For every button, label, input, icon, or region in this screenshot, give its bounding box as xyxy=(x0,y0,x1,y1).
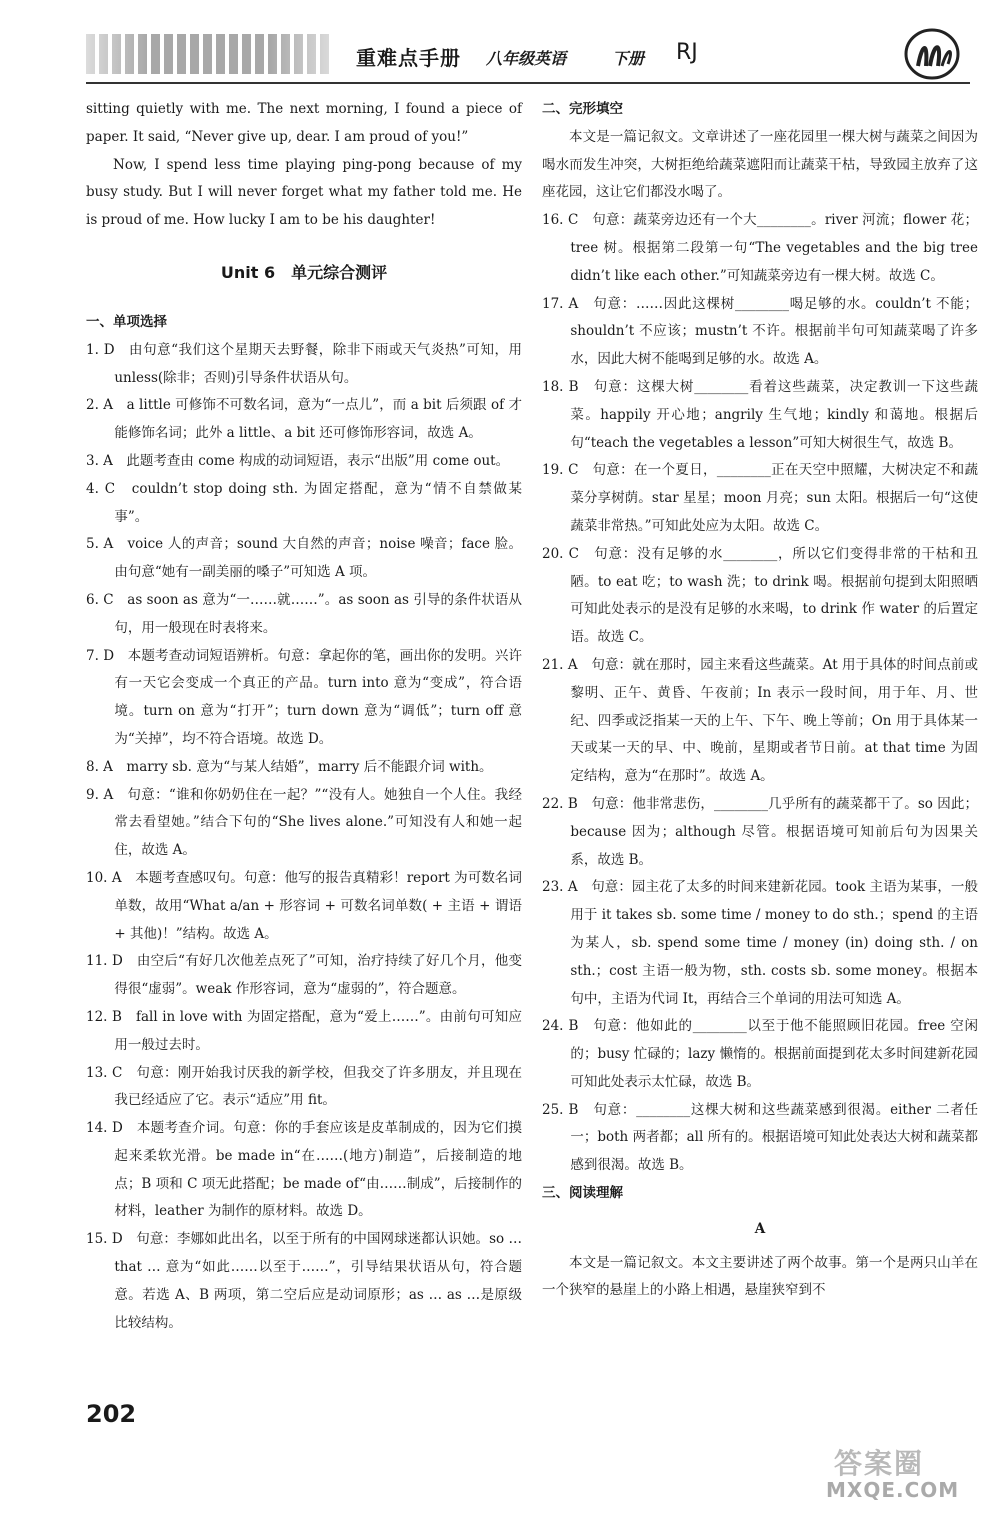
answer-item: 18. B 句意：这棵大树________看着这些蔬菜，决定教训一下这些蔬菜。happily 开心地；angrily 生气地；kindly 和蔼地。根据后句“teach the vegetables a lesson”可知大树很生气，故选 B。 xyxy=(542,378,978,451)
unit-title: Unit 6 单元综合测评 xyxy=(220,262,388,282)
answer-item: 7. D 本题考查动词短语辨析。句意：拿起你的笔，画出你的发明。兴许有一天它会变成一个真正的产品。turn into 意为“变成”，符合语境。turn on 意为“打开”；turn down 意为“调低”；turn off 意为“关掉”，均不符合语境。故选 D。 xyxy=(86,647,522,747)
answer-item: 22. B 句意：他非常悲伤，________几乎所有的蔬菜都干了。so 因此；because 因为；although 尽管。根据语境可知前后句为因果关系，故选 B。 xyxy=(542,795,978,868)
answer-item: 14. D 本题考查介词。句意：你的手套应该是皮革制成的，因为它们摸起来柔软光滑。be made in“在……(地方)制造”，后接制造的地点；B 项和 C 项无此搭配；be made of“由……制成”，后接制作的材料，leather 为制作的原材料。故选 D。 xyxy=(86,1120,522,1220)
answer-item: 11. D 由空后“有好几次他差点死了”可知，治疗持续了好几个月，他变得很“虚弱”。weak 作形容词，意为“虚弱的”，符合题意。 xyxy=(86,953,522,998)
site-watermark xyxy=(826,1440,976,1500)
answer-item: 8. A marry sb. 意为“与某人结婚”，marry 后不能跟介词 with。 xyxy=(86,758,493,775)
answer-item: 20. C 句意：没有足够的水________，所以它们变得非常的干枯和丑陋。to eat 吃；to wash 洗；to drink 喝。根据前句提到太阳照晒可知此处表示的是没有足够的水来喝，to drink 作 water 的后置定语。故选 C。 xyxy=(542,545,978,646)
answer-item: 16. C 句意：蔬菜旁边还有一个大________。river 河流；flower 花；tree 树。根据第二段第一句“The vegetables and the big tree didn’t like each other.”可知蔬菜旁边有一棵大树。故选 C。 xyxy=(542,212,978,284)
book-subtitle: 八年级英语 xyxy=(486,49,567,68)
answer-item: 6. C as soon as 意为“一……就……”。as soon as 引导的条件状语从句，用一般现在时表将来。 xyxy=(86,591,522,636)
answer-item: 19. C 句意：在一个夏日，________正在天空中照耀，大树决定不和蔬菜分享树荫。star 星星；moon 月亮；sun 太阳。根据后一句“这使蔬菜非常热。”可知此处应为太阳。故选 C。 xyxy=(542,462,978,534)
answer-item: 17. A 句意：……因此这棵树________喝足够的水。couldn’t 不能；shouldn’t 不应该；mustn’t 不许。根据前半句可知蔬菜喝了许多水，因此大树不能喝到足够的水。故选 A。 xyxy=(542,295,978,368)
header-pattern-decoration xyxy=(86,34,332,74)
answer-item: 5. A voice 人的声音；sound 大自然的声音；noise 噪音；face 脸。由句意“她有一副美丽的嗓子”可知选 A 项。 xyxy=(86,536,522,581)
watermark-logo-text: 答案圈 xyxy=(834,1447,925,1480)
answer-item: 10. A 本题考查感叹句。句意：他写的报告真精彩！report 为可数名词单数，故用“What a/an + 形容词 + 可数名词单数( + 主语 + 谓语 + 其他)！”结构。故选 A。 xyxy=(86,869,522,942)
answer-item: 15. D 句意：李娜如此出名，以至于所有的中国网球迷都认识她。so … that … 意为“如此……以至于……”，引导结果状语从句，符合题意。若选 A、B 两项，第二空后应是动词原形；as … as …是原级比较结构。 xyxy=(86,1231,522,1331)
answer-item: 1. D 由句意“我们这个星期天去野餐，除非下雨或天气炎热”可知，用 unless(除非；否则)引导条件状语从句。 xyxy=(86,341,522,386)
header-rule xyxy=(86,82,970,84)
section-heading-cloze: 二、完形填空 xyxy=(542,101,623,117)
book-title: 重难点手册 xyxy=(356,46,461,70)
cloze-intro: 本文是一篇记叙文。文章讲述了一座花园里一棵大树与蔬菜之间因为喝水而发生冲突，大树拒绝给蔬菜遮阳而让蔬菜干枯，导致园主放弃了这座花园，这让它们都没水喝了。 xyxy=(542,128,978,201)
answer-item: 2. A a little 可修饰不可数名词，意为“一点儿”，而 a bit 后须跟 of 才能修饰名词；此外 a little、a bit 还可修饰形容词，故选 A。 xyxy=(86,397,522,442)
watermark-url: MXQE.COM xyxy=(826,1478,960,1502)
right-column xyxy=(542,96,978,1305)
answer-item: 4. C couldn’t stop doing sth. 为固定搭配，意为“情不自禁做某事”。 xyxy=(86,480,522,525)
answer-item: 3. A 此题考查由 come 构成的动词短语，表示“出版”用 come out。 xyxy=(86,452,510,469)
book-edition: RJ xyxy=(676,40,698,65)
reading-part-label: A xyxy=(754,1220,766,1237)
answer-item: 12. B fall in love with 为固定搭配，意为“爱上……”。由前句可知应用一般过去时。 xyxy=(86,1008,522,1053)
left-column xyxy=(86,96,522,1337)
page-header xyxy=(0,0,1000,92)
answer-item: 23. A 句意：园主花了太多的时间来建新花园。took 主语为某事，一般用于 it takes sb. some time / money to do sth.；spend 的主语为某人，sb. spend some time / money (in) doing sth. / on sth.；cost 主语一般为物，sth. costs sb. some money。根据本句中，主语为代词 It，再结合三个单词的用法可知选 A。 xyxy=(542,879,978,1007)
reading-intro: 本文是一篇记叙文。本文主要讲述了两个故事。第一个是两只山羊在一个狭窄的悬崖上的小路上相遇，悬崖狭窄到不 xyxy=(542,1254,978,1299)
answer-item: 24. B 句意：他如此的________以至于他不能照顾旧花园。free 空闲的；busy 忙碌的；lazy 懒惰的。根据前面提到花太多时间建新花园可知此处表示太忙碌，故选 B。 xyxy=(542,1018,978,1090)
answer-item: 25. B 句意：________这棵大树和这些蔬菜感到很渴。either 二者任一；both 两者都；all 所有的。根据语境可知此处表达大树和蔬菜都感到很渴。故选 B。 xyxy=(542,1101,978,1174)
story-paragraph-2: Now, I spend less time playing ping-pong because of my busy study. But I will never forget what my father told me. He is proud of me. How lucky I am to be his daughter! xyxy=(86,156,522,229)
answer-item: 21. A 句意：就在那时，园主来看这些蔬菜。At 用于具体的时间点前或黎明、正午、黄昏、午夜前；In 表示一段时间，用于年、月、世纪、四季或泛指某一天的上午、下午、晚上等前；On 用于具体某一天或某一天的早、中、晚前，星期或者节日前。at that time 为固定结构，意为“在那时”。故选 A。 xyxy=(542,656,978,785)
book-brand-logo-icon xyxy=(904,26,960,82)
book-volume: 下册 xyxy=(612,49,645,68)
section-heading-reading: 三、阅读理解 xyxy=(542,1185,623,1202)
answer-item: 13. C 句意：刚开始我讨厌我的新学校，但我交了许多朋友，并且现在我已经适应了它。表示“适应”用 fit。 xyxy=(86,1064,522,1109)
page-number: 202 xyxy=(86,1400,137,1428)
section-heading-single-choice: 一、单项选择 xyxy=(86,313,167,330)
story-paragraph-1: sitting quietly with me. The next morning, I found a piece of paper. It said, “Never give up, dear. I am proud of you!” xyxy=(86,101,522,145)
answer-item: 9. A 句意：“谁和你奶奶住在一起？”“没有人。她独自一个人住。我经常去看望她。”结合下句的“She lives alone.”可知没有人和她一起住，故选 A。 xyxy=(86,786,522,859)
